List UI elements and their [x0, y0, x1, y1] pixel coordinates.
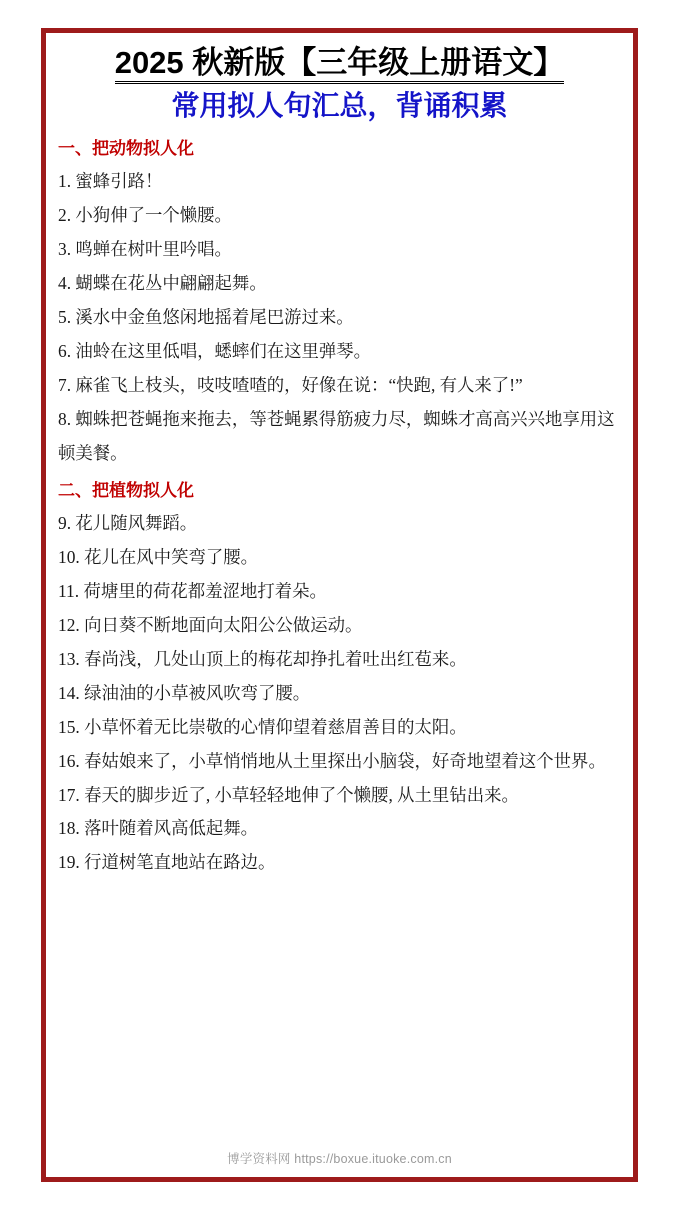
- list-item-text: 蜜蜂引路！: [75, 171, 163, 192]
- section-plants: [58, 478, 621, 881]
- list-item-text: 落叶随着风高低起舞。: [84, 818, 259, 839]
- list-item-text: 向日葵不断地面向太阳公公做运动。: [84, 614, 363, 635]
- list-item: [58, 779, 621, 813]
- list-item-number: 16.: [58, 750, 80, 771]
- list-item-number: 10.: [58, 546, 80, 567]
- list-item: [58, 677, 621, 711]
- list-item-number: 2.: [58, 205, 72, 226]
- list-item-text: 春尚浅，几处山顶上的梅花却挣扎着吐出红苞来。: [84, 648, 467, 669]
- list-item-number: 8.: [58, 408, 72, 429]
- list-item-text: 蜘蛛把苍蝇拖来拖去，等苍蝇累得筋疲力尽，蜘蛛才高高兴兴地享用这顿美餐。: [58, 408, 615, 463]
- list-item: [58, 711, 621, 745]
- list-item-text: 花儿随风舞蹈。: [75, 513, 198, 534]
- list-item-text: 溪水中金鱼悠闲地摇着尾巴游过来。: [75, 307, 354, 328]
- list-item-text: 油蛉在这里低唱，蟋蟀们在这里弹琴。: [75, 340, 372, 361]
- list-item: [58, 609, 621, 643]
- list-item-text: 花儿在风中笑弯了腰。: [84, 546, 259, 567]
- list-item-number: 14.: [58, 682, 80, 703]
- list-item-number: 18.: [58, 818, 80, 839]
- document-page: [41, 28, 638, 1182]
- list-item-text: 春姑娘来了，小草悄悄地从土里探出小脑袋，好奇地望着这个世界。: [84, 750, 606, 771]
- list-item-number: 3.: [58, 239, 72, 260]
- list-item-number: 9.: [58, 513, 72, 534]
- list-item: [58, 335, 621, 369]
- list-item-number: 1.: [58, 171, 72, 192]
- title-block: [58, 45, 621, 123]
- list-item-text: 荷塘里的荷花都羞涩地打着朵。: [83, 580, 327, 601]
- list-item: [58, 165, 621, 199]
- list-item: [58, 812, 621, 846]
- list-item-text: 蝴蝶在花丛中翩翩起舞。: [75, 273, 267, 294]
- section-animals: [58, 136, 621, 471]
- list-item-number: 19.: [58, 852, 80, 873]
- list-item: [58, 541, 621, 575]
- list-item-number: 17.: [58, 784, 80, 805]
- list-item: [58, 575, 621, 609]
- list-item-number: 15.: [58, 716, 80, 737]
- footer-watermark: 博学资料网 https://boxue.ituoke.com.cn: [227, 1152, 452, 1166]
- list-item: [58, 403, 621, 471]
- list-item: [58, 301, 621, 335]
- list-item: [58, 507, 621, 541]
- list-item-number: 11.: [58, 580, 80, 601]
- list-item: [58, 745, 621, 779]
- list-item-text: 小狗伸了一个懒腰。: [75, 205, 232, 226]
- list-item-number: 7.: [58, 374, 72, 395]
- page-title-sub: 常用拟人句汇总，背诵积累: [171, 90, 508, 122]
- list-item-text: 小草怀着无比崇敬的心情仰望着慈眉善目的太阳。: [84, 716, 467, 737]
- list-item: [58, 643, 621, 677]
- list-item: [58, 199, 621, 233]
- list-item-text: 春天的脚步近了, 小草轻轻地伸了个懒腰, 从土里钻出来。: [84, 784, 519, 805]
- page-title-main: 2025 秋新版【三年级上册语文】: [115, 45, 565, 84]
- list-item: [58, 233, 621, 267]
- list-item: [58, 846, 621, 880]
- list-item-text: 麻雀飞上枝头，吱吱喳喳的，好像在说：“快跑, 有人来了!”: [75, 374, 523, 395]
- list-item-number: 5.: [58, 307, 72, 328]
- list-item-number: 6.: [58, 340, 72, 361]
- list-item: [58, 369, 621, 403]
- list-item-text: 鸣蝉在树叶里吟唱。: [75, 239, 232, 260]
- list-item-number: 12.: [58, 614, 80, 635]
- content-body: [58, 129, 621, 1149]
- section-heading: 一、把动物拟人化: [58, 138, 194, 158]
- list-item-number: 4.: [58, 273, 72, 294]
- list-item: [58, 267, 621, 301]
- list-item-text: 绿油油的小草被风吹弯了腰。: [84, 682, 311, 703]
- list-item-text: 行道树笔直地站在路边。: [84, 852, 276, 873]
- list-item-number: 13.: [58, 648, 80, 669]
- section-heading: 二、把植物拟人化: [58, 480, 194, 500]
